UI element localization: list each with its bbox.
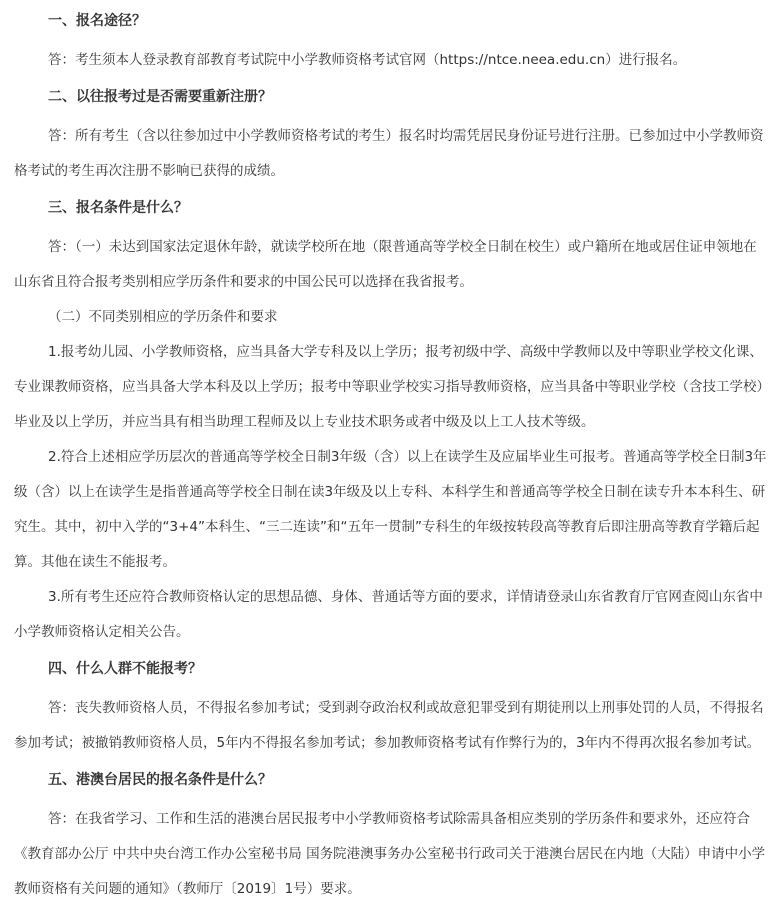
section-heading: 四、什么人群不能报考？ <box>48 661 202 677</box>
answer-paragraph: 答：丧失教师资格人员，不得报名参加考试；受到剥夺政治权利或故意犯罪受到有期徒刑以上刑事处罚的人员，不得报名参加考试；被撤销教师资格人员，5年内不得报名参加考试；参加教师资格考试有作弊行为的，3年内不得再次报名参加考试。 <box>14 700 764 751</box>
section-registration-conditions <box>14 198 769 650</box>
answer-paragraph: 答：考生须本人登录教育部教育考试院中小学教师资格考试官网（https://ntce.neea.edu.cn）进行报名。 <box>48 52 687 68</box>
section-hk-macao-taiwan <box>14 770 769 907</box>
section-re-registration <box>14 87 769 189</box>
answer-paragraph: 答：在我省学习、工作和生活的港澳台居民报考中小学教师资格考试除需具备相应类别的学历条件和要求外，还应符合《教育部办公厅 中共中央台湾工作办公室秘书局 国务院港澳事务办公室秘书行政司关于港澳台居民在内地（大陆）申请中小学教师资格有关问题的通知》（教师厅〔2019〕1号）要求。 <box>14 811 766 897</box>
answer-paragraph: 2.符合上述相应学历层次的普通高等学校全日制3年级（含）以上在读学生及应届毕业生可报考。普通高等学校全日制3年级（含）以上在读学生是指普通高等学校全日制在读3年级及以上专科、本科学生和普通高等学校全日制在读专升本本科生、研究生。其中，初中入学的“3+4”本科生、“三二连读”和“五年一贯制”专科生的年级按转段高等教育后即注册高等教育学籍后起算。其他在读生不能报考。 <box>14 449 767 570</box>
section-registration-method <box>14 11 769 78</box>
answer-paragraph: 3.所有考生还应符合教师资格认定的思想品德、身体、普通话等方面的要求，详情请登录山东省教育厅官网查阅山东省中小学教师资格认定相关公告。 <box>14 589 763 640</box>
section-heading: 二、以往报考过是否需要重新注册？ <box>48 89 272 105</box>
section-heading: 一、报名途径？ <box>48 13 146 29</box>
section-ineligible-groups <box>14 659 769 761</box>
section-heading: 五、港澳台居民的报名条件是什么？ <box>48 772 272 788</box>
section-heading: 三、报名条件是什么？ <box>48 200 188 216</box>
answer-paragraph: 1.报考幼儿园、小学教师资格，应当具备大学专科及以上学历；报考初级中学、高级中学教师以及中等职业学校文化课、专业课教师资格，应当具备大学本科及以上学历；报考中等职业学校实习指导教师资格，应当具备中等职业学校（含技工学校）毕业及以上学历，并应当具有相当助理工程师及以上专业技术职务或者中级及以上工人技术等级。 <box>14 344 764 430</box>
answer-paragraph: 答：所有考生（含以往参加过中小学教师资格考试的考生）报名时均需凭居民身份证号进行注册。已参加过中小学教师资格考试的考生再次注册不影响已获得的成绩。 <box>14 128 764 179</box>
answer-paragraph: 答：（一）未达到国家法定退休年龄，就读学校所在地（限普通高等学校全日制在校生）或户籍所在地或居住证申领地在山东省且符合报考类别相应学历条件和要求的中国公民可以选择在我省报考。 <box>14 239 757 290</box>
sub-heading: （二）不同类别相应的学历条件和要求 <box>48 309 278 325</box>
